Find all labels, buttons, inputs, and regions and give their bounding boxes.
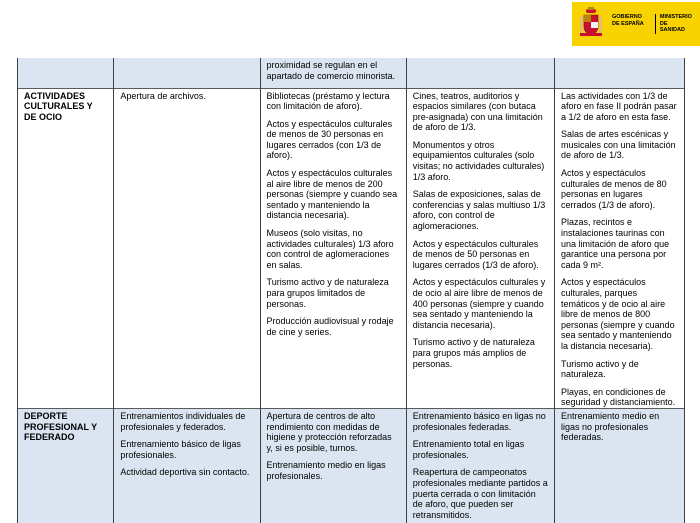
- table-row: [18, 409, 685, 523]
- government-logo: [572, 2, 700, 46]
- phase1-cell: Bibliotecas (préstamo y lectura con limitación de aforo). Actos y espectáculos culturales de menos de 30 personas en lugares cerrados (con 1/3 de aforo). Actos y espectáculos culturales al aire libre de menos de 200 personas (siempre y cuando sea sentado y manteniendo la distancia necesaria). Museos (solo visitas, no actividades culturales) 1/3 aforo con control de aglomeraciones en salas. Turismo activo y de naturaleza para grupos limitados de personas. Producción audiovisual y rodaje de cine y series.: [260, 89, 406, 409]
- phase2-cell: Entrenamiento básico en ligas no profesionales federadas. Entrenamiento total en ligas profesionales. Reapertura de campeonatos profesionales mediante partidos a puerta cerrada o con limitación de aforo, que pueden ser retransmitidos.: [406, 409, 554, 523]
- table-row-continuation: [18, 58, 685, 88]
- ministry-label: MINISTERIO DE SANIDAD: [659, 14, 692, 33]
- phase3-cell: Las actividades con 1/3 de aforo en fase II podrán pasar a 1/2 de aforo en esta fase. Salas de artes escénicas y musicales con una limitación de aforo de 1/3. Actos y espectáculos culturales de menos de 80 personas en lugares cerrados (1/3 de aforo). Plazas, recintos e instalaciones taurinas con una limitación de aforo que garantice una persona por cada 9 m². Actos y espectáculos culturales, parques temáticos y de ocio al aire libre de menos de 800 personas (siempre y cuando sea sentado y manteniendo la distancia necesaria). Turismo activo y de naturaleza. Playas, en condiciones de seguridad y distanciamiento.: [555, 89, 685, 409]
- phase1-cell: Apertura de centros de alto rendimiento con medidas de higiene y protección reforzadas y, si es posible, turnos. Entrenamiento medio en ligas profesionales.: [260, 409, 406, 523]
- table-row: [18, 89, 685, 409]
- phase0-cell: Apertura de archivos.: [114, 89, 260, 409]
- continuation-cell: proximidad se regulan en el apartado de comercio minorista.: [260, 58, 406, 88]
- phases-table: [17, 58, 685, 523]
- phase2-cell: Cines, teatros, auditorios y espacios similares (con butaca pre-asignada) con una limitación de aforo de 1/3. Monumentos y otros equipamientos culturales (solo visitas; no actividades culturales) 1/3 aforo. Salas de exposiciones, salas de conferencias y salas multiuso 1/3 aforo, con control de aglomeraciones. Actos y espectáculos culturales de menos de 50 personas en lugares cerrados (1/3 de aforo). Actos y espectáculos culturales y de ocio al aire libre de menos de 400 personas (siempre y cuando sea sentado y manteniendo la distancia necesaria). Turismo activo y de naturaleza para grupos más amplios de personas.: [406, 89, 554, 409]
- coat-of-arms-icon: [580, 7, 602, 41]
- page-header: [0, 0, 700, 50]
- phase0-cell: Entrenamientos individuales de profesionales y federados. Entrenamiento básico de ligas profesionales. Actividad deportiva sin contacto.: [114, 409, 260, 523]
- phase3-cell: Entrenamiento medio en ligas no profesionales federadas.: [555, 409, 685, 523]
- category-cell: ACTIVIDADES CULTURALES Y DE OCIO: [18, 89, 114, 409]
- category-cell: DEPORTE PROFESIONAL Y FEDERADO: [18, 409, 114, 523]
- government-label: GOBIERNO DE ESPAÑA: [612, 14, 656, 34]
